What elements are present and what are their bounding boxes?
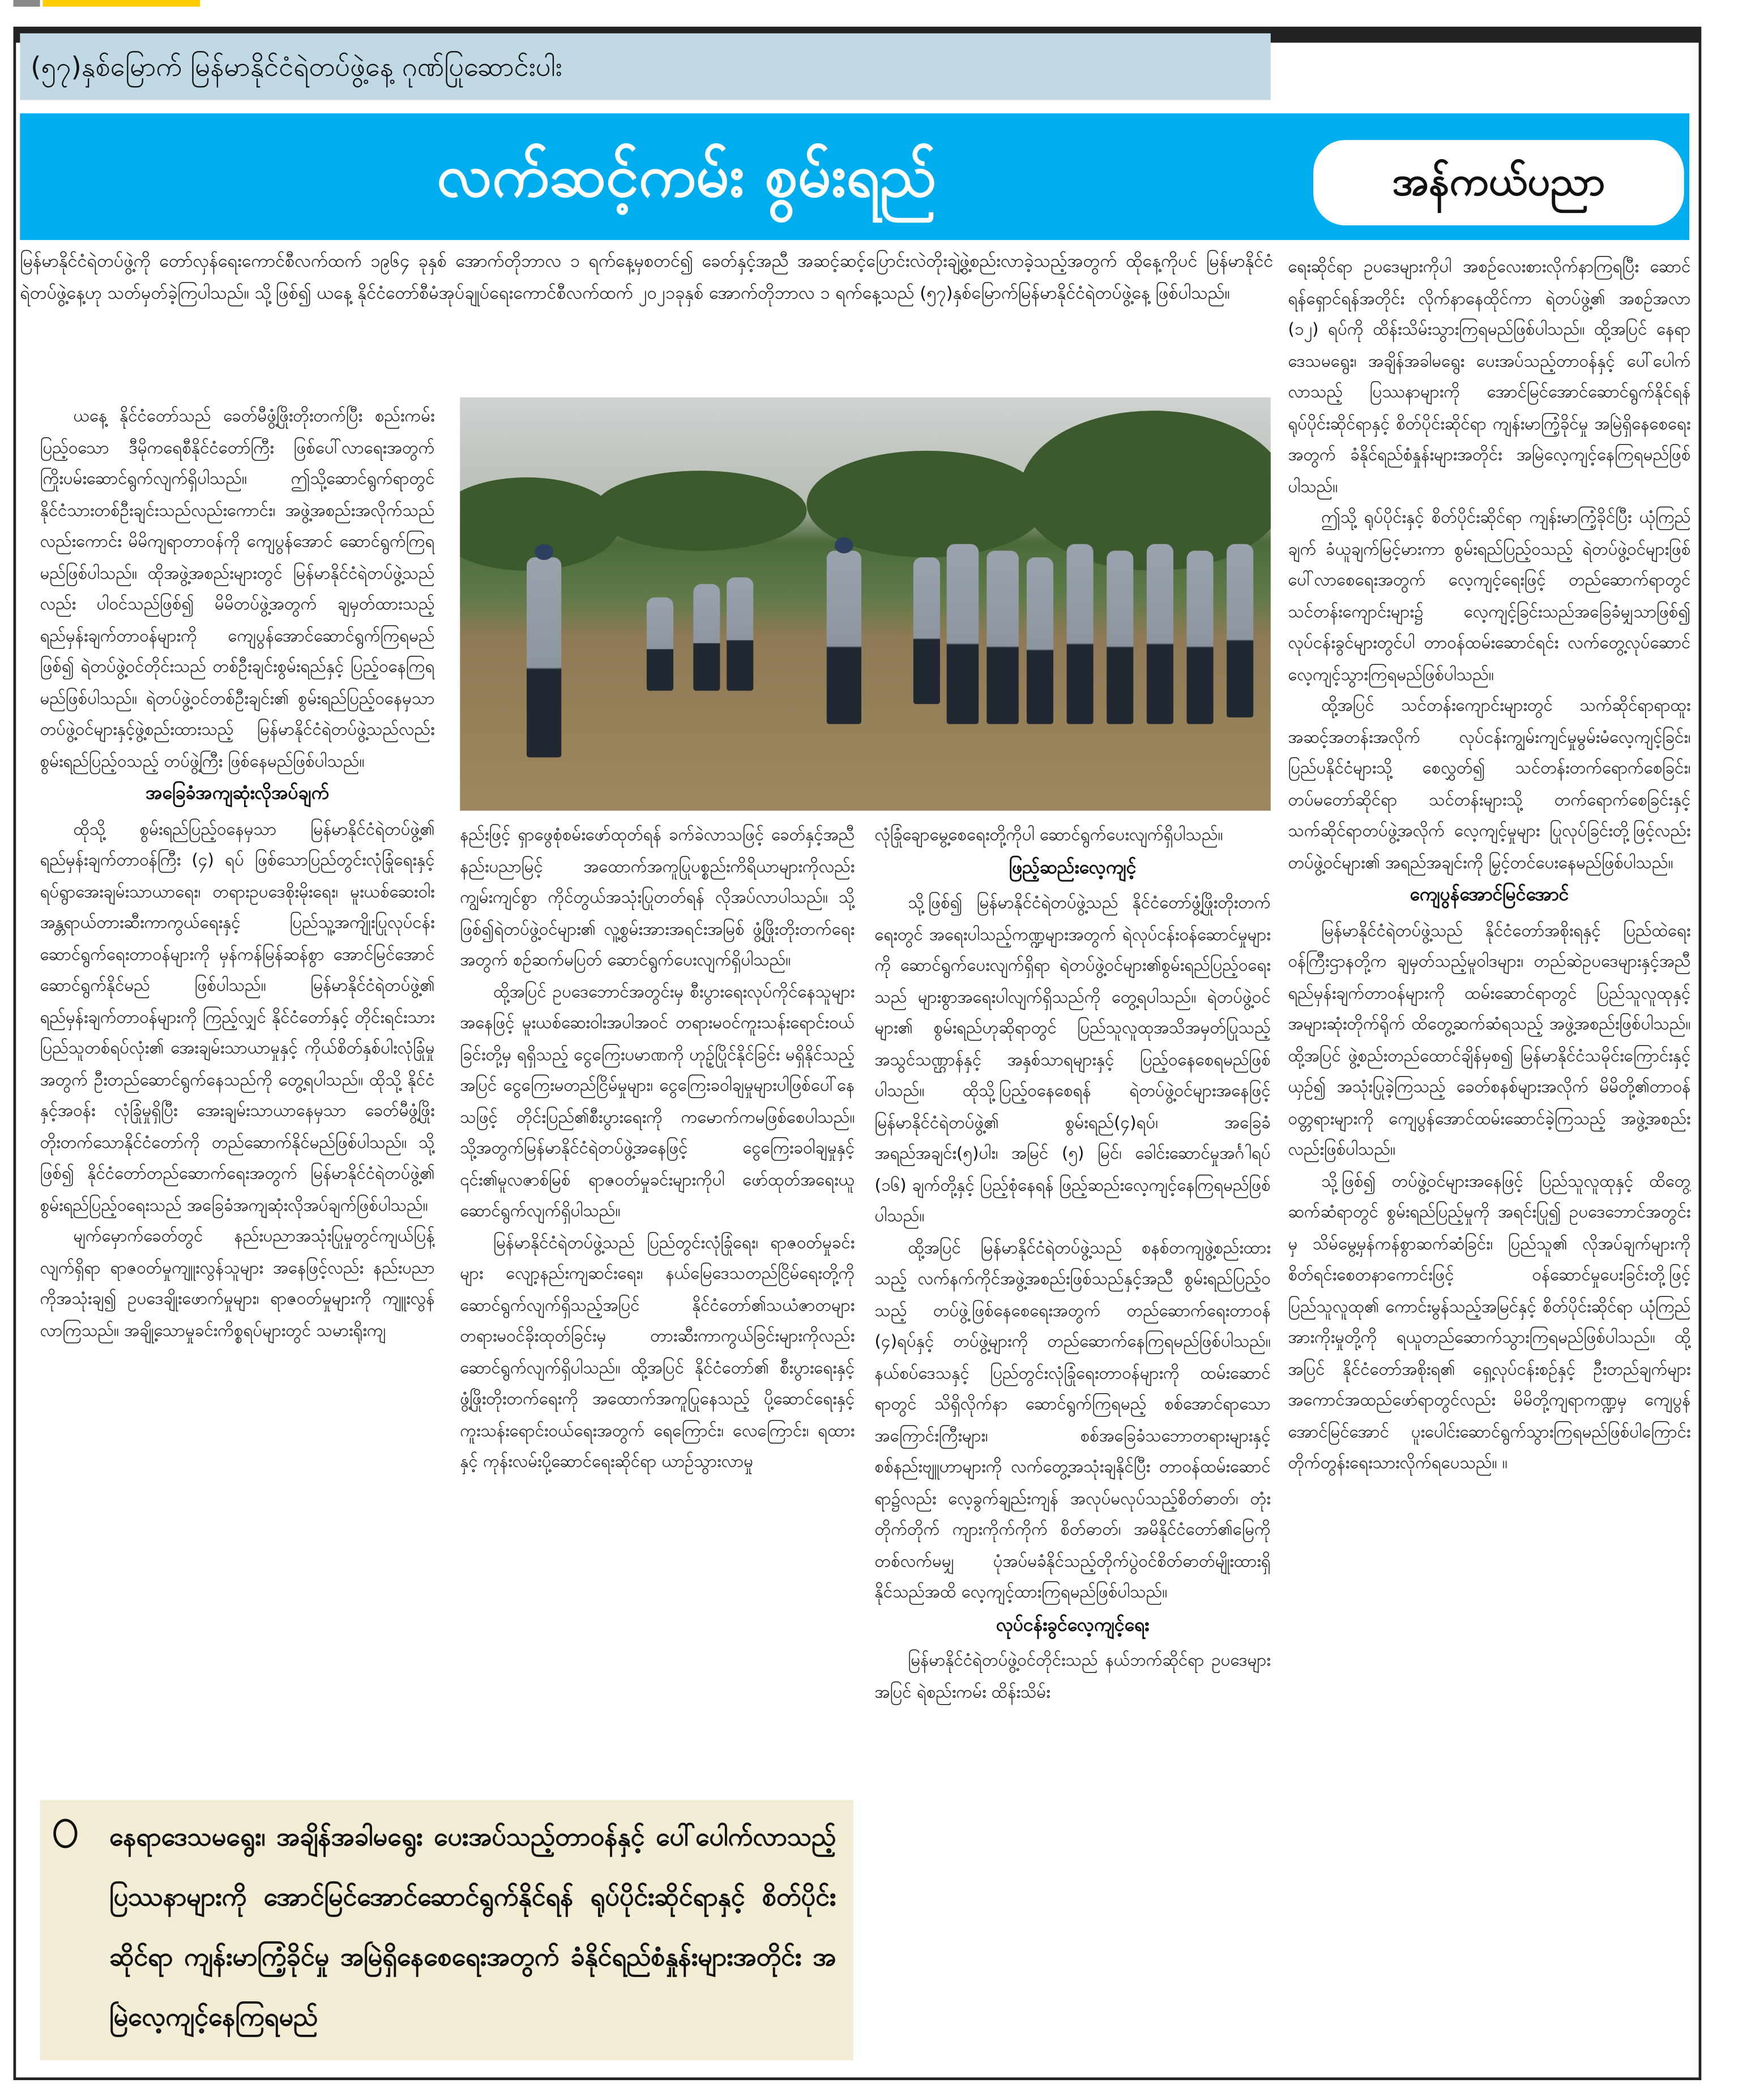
pull-quote-text: နေရာဒေသမရွေး၊ အချိန်အခါမရွေး ပေးအပ်သည့်တာဝန်နှင့် ပေါ်ပေါက်လာသည့် ပြဿနာများကို အောင်မြင်အောင်ဆောင်ရွက်နိုင်ရန် ရုပ်ပိုင်းဆိုင်ရာနှင့် စိတ်ပိုင်းဆိုင်ရာ ကျန်းမာကြံ့ခိုင်မှု အမြဲရှိနေစေရေးအတွက် ခံနိုင်ရည်စံနှုန်းများအတိုင်း အမြဲလေ့ကျင့်နေကြရမည် [109,1822,836,2033]
pull-quote-box [40,1800,853,2060]
byline: အန်ကယ်ပညာ [1313,140,1684,225]
paragraph: သို့ဖြစ်၍ မြန်မာနိုင်ငံရဲတပ်ဖွဲ့သည် နိုင်ငံတော်ဖွံ့ဖြိုးတိုးတက်ရေးတွင် အရေးပါသည့်ကဏ္ဍများအတွက် ရဲလုပ်ငန်းဝန်ဆောင်မှုများကို ဆောင်ရွက်ပေးလျက်ရှိရာ ရဲတပ်ဖွဲ့ဝင်များ၏စွမ်းရည်ပြည့်ဝရေးသည် များစွာအရေးပါလျက်ရှိသည်ကို တွေ့ရပါသည်။ ရဲတပ်ဖွဲ့ဝင်များ၏ စွမ်းရည်ဟုဆိုရာတွင် ပြည်သူလူထုအသိအမှတ်ပြုသည့် အသွင်သဏ္ဌာန်နှင့် အနှစ်သာရများနှင့် ပြည့်ဝနေစေရမည်ဖြစ်ပါသည်။ ထိုသို့ပြည့်ဝနေစေရန် ရဲတပ်ဖွဲ့ဝင်များအနေဖြင့် မြန်မာနိုင်ငံရဲတပ်ဖွဲ့၏ စွမ်းရည်(၄)ရပ်၊ အခြေခံအရည်အချင်း(၅)ပါး၊ အမြင် (၅) မြင်၊ ခေါင်းဆောင်မှုအင်္ဂါရပ် (၁၆) ချက်တို့နှင့် ပြည့်စုံနေရန် ဖြည့်ဆည်းလေ့ကျင့်နေကြရမည်ဖြစ်ပါသည်။ [874,892,1271,1226]
section-heading: အခြေခံအကျဆုံးလိုအပ်ချက် [146,783,329,804]
paragraph: သို့ဖြစ်၍ တပ်ဖွဲ့ဝင်များအနေဖြင့် ပြည်သူလူထုနှင့် ထိတွေ့ဆက်ဆံရာတွင် စွမ်းရည်ပြည့်မှုကို အရင်းပြု၍ ဥပဒေဘောင်အတွင်းမှ သိမ်မွေ့မှန်ကန်စွာဆက်ဆံခြင်း၊ ပြည်သူ၏ လိုအပ်ချက်များကို စိတ်ရင်းစေတနာကောင်းဖြင့် ဝန်ဆောင်မှုပေးခြင်းတို့ဖြင့် ပြည်သူလူထု၏ ကောင်းမွန်သည့်အမြင်နှင့် စိတ်ပိုင်းဆိုင်ရာ ယုံကြည်အားကိုးမှုတို့ကို ရယူတည်ဆောက်သွားကြရမည်ဖြစ်ပါသည်။ ထို့အပြင် နိုင်ငံတော်အစိုးရ၏ ရှေ့လုပ်ငန်းစဉ်နှင့် ဦးတည်ချက်များ အကောင်အထည်ဖော်ရာတွင်လည်း မိမိတို့ကျရာကဏ္ဍမှ ကျေပွန်အောင်မြင်အောင် ပူးပေါင်းဆောင်ရွက်သွားကြရမည်ဖြစ်ပါကြောင်း တိုက်တွန်းရေးသားလိုက်ရပေသည်။ ။ [1288,1170,1691,1472]
circle-bullet-icon [53,1819,77,1849]
column-left [40,400,435,1793]
section-heading: လုပ်ငန်းခွင်လေ့ကျင့်ရေး [996,1614,1150,1636]
column-middle-1 [460,819,855,1792]
police-parade-photo [460,398,1271,811]
section-heading: ဖြည့်ဆည်းလေ့ကျင့် [1009,856,1137,878]
intro-paragraph [20,247,1273,351]
headline-band [20,113,1689,240]
page-marker-gray [14,0,40,7]
paragraph: ထို့အပြင် ဥပဒေဘောင်အတွင်းမှ စီးပွားရေးလုပ်ကိုင်နေသူများအနေဖြင့် မူးယစ်ဆေးဝါးအပါအဝင် တရားမဝင်ကူးသန်းရောင်းဝယ်ခြင်းတို့မှ ရရှိသည့် ငွေကြေးပမာဏကို ဟုဉ့်ပြိုင်နိုင်ခြင်း မရှိနိုင်သည့်အပြင် ငွေကြေးမတည်ငြိမ်မှုများ၊ ငွေကြေးခဝါချမှုများပါဖြစ်ပေါ်နေသဖြင့် တိုင်းပြည်၏စီးပွားရေးကို ကမောက်ကမဖြစ်စေပါသည်။ သို့အတွက်မြန်မာနိုင်ငံရဲတပ်ဖွဲ့အနေဖြင့် ငွေကြေးခဝါချမှုနှင့် ၎င်း၏မူလဇာစ်မြစ် ရာဇဝတ်မှုခင်းများကိုပါ ဖော်ထုတ်အရေးယူဆောင်ရွက်လျက်ရှိပါသည်။ [460,980,855,1220]
paragraph: ထို့အပြင် သင်တန်းကျောင်းများတွင် သက်ဆိုင်ရာရာထူးအဆင့်အတန်းအလိုက် လုပ်ငန်းကျွမ်းကျင်မှုမွမ်းမံလေ့ကျင့်ခြင်း၊ ပြည်ပနိုင်ငံများသို့ စေလွှတ်၍ သင်တန်းတက်ရောက်စေခြင်း၊ တပ်မတော်ဆိုင်ရာ သင်တန်းများသို့ တက်ရောက်စေခြင်းနှင့် သက်ဆိုင်ရာတပ်ဖွဲ့အလိုက် လေ့ကျင့်မှုများ ပြုလုပ်ခြင်းတို့ဖြင့်လည်း တပ်ဖွဲ့ဝင်များ၏ အရည်အချင်းကို မြှင့်တင်ပေးနေမည်ဖြစ်ပါသည်။ [1288,694,1691,872]
page-marker-yellow [42,0,200,7]
paragraph: ရေးဆိုင်ရာ ဥပဒေများကိုပါ အစဉ်လေးစားလိုက်နာကြရပြီး ဆောင်ရန်ရှောင်ရန်အတိုင်း လိုက်နာနေထိုင်ကာ ရဲတပ်ဖွဲ့၏ အစဉ်အလာ (၁၂) ရပ်ကို ထိန်းသိမ်းသွားကြရမည်ဖြစ်ပါသည်။ ထို့အပြင် နေရာဒေသမရွေး၊ အချိန်အခါမရွေး ပေးအပ်သည့်တာဝန်နှင့် ပေါ်ပေါက်လာသည့် ပြဿနာများကို အောင်မြင်အောင်ဆောင်ရွက်နိုင်ရန် ရုပ်ပိုင်းဆိုင်ရာနှင့် စိတ်ပိုင်းဆိုင်ရာ ကျန်းမာကြံ့ခိုင်မှု အမြဲရှိနေစေရေးအတွက် ခံနိုင်ရည်စံနှုန်းများအတိုင်း အမြဲလေ့ကျင့်နေကြရမည်ဖြစ်ပါသည်။ [1288,256,1691,496]
paragraph: မြန်မာနိုင်ငံရဲတပ်ဖွဲ့ဝင်တိုင်းသည် နယ်ဘက်ဆိုင်ရာ ဥပဒေများအပြင် ရဲစည်းကမ်း ထိန်းသိမ်း [874,1649,1271,1701]
paragraph: မျက်မှောက်ခေတ်တွင် နည်းပညာအသုံးပြုမှုတွင်ကျယ်ပြန့်လျက်ရှိရာ ရာဇဝတ်မှုကျူးလွန်သူများ အနေဖြင့်လည်း နည်းပညာကိုအသုံးချ၍ ဥပဒေချိုးဖောက်မှုများ၊ ရာဇဝတ်မှုများကို ကျူးလွန်လာကြသည်။ အချို့သောမှုခင်းကိစ္စရပ်များတွင် သမားရိုးကျ [40,1225,435,1340]
column-right [1288,251,1690,2051]
paragraph: မြန်မာနိုင်ငံရဲတပ်ဖွဲ့သည် ပြည်တွင်းလုံခြုံရေး၊ ရာဇဝတ်မှုခင်းများ လျော့နည်းကျဆင်းရေး၊ နယ်မြေဒေသတည်ငြိမ်ရေးတို့ကို ဆောင်ရွက်လျက်ရှိသည့်အပြင် နိုင်ငံတော်၏သယံဇာတများ တရားမဝင်ခိုးထုတ်ခြင်းမှ တားဆီးကာကွယ်ခြင်းများကိုလည်း ဆောင်ရွက်လျက်ရှိပါသည်။ ထို့အပြင် နိုင်ငံတော်၏ စီးပွားရေးနှင့် ဖွံ့ဖြိုးတိုးတက်ရေးကို အထောက်အကူပြုနေသည့် ပို့ဆောင်ရေးနှင့် ကူးသန်းရောင်းဝယ်ရေးအတွက် ရေကြောင်း၊ လေကြောင်း၊ ရထားနှင့် ကုန်းလမ်းပို့ဆောင်ရေးဆိုင်ရာ ယာဉ်သွားလာမှု [460,1231,855,1471]
section-subhead: (၅၇)နှစ်မြောက် မြန်မာနိုင်ငံရဲတပ်ဖွဲ့နေ့ ဂုဏ်ပြုဆောင်းပါး [20,33,1271,100]
paragraph: မြန်မာနိုင်ငံရဲတပ်ဖွဲ့သည် နိုင်ငံတော်အစိုးရနှင့် ပြည်ထဲရေးဝန်ကြီးဌာနတို့က ချမှတ်သည့်မူဝါဒများ၊ တည်ဆဲဥပဒေများနှင့်အညီ ရည်မှန်းချက်တာဝန်များကို ထမ်းဆောင်ရာတွင် ပြည်သူလူထုနှင့်အများဆုံးတိုက်ရိုက် ထိတွေ့ဆက်ဆံရသည့် အဖွဲ့အစည်းဖြစ်ပါသည်။ ထို့အပြင် ဖွဲ့စည်းတည်ထောင်ချိန်မှစ၍ မြန်မာနိုင်ငံသမိုင်းကြောင်းနှင့်ယှဉ်၍ အသုံးပြုခဲ့ကြသည့် ခေတ်စနစ်များအလိုက် မိမိတို့၏တာဝန်ဝတ္တရားများကို ကျေပွန်အောင်ထမ်းဆောင်ခဲ့ကြသည့် အဖွဲ့အစည်းလည်းဖြစ်ပါသည်။ [1288,919,1691,1159]
intro-text: မြန်မာနိုင်ငံရဲတပ်ဖွဲ့ကို တော်လှန်ရေးကောင်စီလက်ထက် ၁၉၆၄ ခုနှစ် အောက်တိုဘာလ ၁ ရက်နေ့မှစတင်၍ ခေတ်နှင့်အညီ အဆင့်ဆင့်ပြောင်းလဲတိုးချဲ့ဖွဲ့စည်းလာခဲ့သည့်အတွက် ထိုနေ့ကိုပင် မြန်မာနိုင်ငံရဲတပ်ဖွဲ့နေ့ဟု သတ်မှတ်ခဲ့ကြပါသည်။ သို့ဖြစ်၍ ယနေ့ နိုင်ငံတော်စီမံအုပ်ချုပ်ရေးကောင်စီလက်ထက် ၂၀၂၁ခုနှစ် အောက်တိုဘာလ ၁ ရက်နေ့သည် (၅၇)နှစ်မြောက်မြန်မာနိုင်ငံရဲတပ်ဖွဲ့နေ့ ဖြစ်ပါသည်။ [20,252,1274,304]
paragraph: ထိုသို့ စွမ်းရည်ပြည့်ဝနေမှသာ မြန်မာနိုင်ငံရဲတပ်ဖွဲ့၏ ရည်မှန်းချက်တာဝန်ကြီး (၄) ရပ် ဖြစ်သောပြည်တွင်းလုံခြုံရေးနှင့် ရပ်ရွာအေးချမ်းသာယာရေး၊ တရားဥပဒေစိုးမိုးရေး၊ မူးယစ်ဆေးဝါးအန္တရာယ်တားဆီးကာကွယ်ရေးနှင့် ပြည်သူ့အကျိုးပြုလုပ်ငန်းဆောင်ရွက်ရေးတာဝန်များကို မှန်ကန်မြန်ဆန်စွာ အောင်မြင်အောင်ဆောင်ရွက်နိုင်မည် ဖြစ်ပါသည်။ မြန်မာနိုင်ငံရဲတပ်ဖွဲ့၏ ရည်မှန်းချက်တာဝန်များကို ကြည့်လျှင် နိုင်ငံတော်နှင့် တိုင်းရင်းသားပြည်သူတစ်ရပ်လုံး၏ အေးချမ်းသာယာမှုနှင့် ကိုယ်စိတ်နှစ်ပါးလုံခြုံမှုအတွက် ဦးတည်ဆောင်ရွက်နေသည်ကို တွေ့ရပါသည်။ ထိုသို့ နိုင်ငံနှင့်အဝန်း လုံခြုံမှုရှိပြီး အေးချမ်းသာယာနေမှသာ ခေတ်မီဖွံ့ဖြိုးတိုးတက်သောနိုင်ငံတော်ကို တည်ဆောက်နိုင်မည်ဖြစ်ပါသည်။ သို့ဖြစ်၍ နိုင်ငံတော်တည်ဆောက်ရေးအတွက် မြန်မာနိုင်ငံရဲတပ်ဖွဲ့၏ စွမ်းရည်ပြည့်ဝရေးသည် အခြေခံအကျဆုံးလိုအပ်ချက်ဖြစ်ပါသည်။ [40,818,435,1214]
paragraph: ယနေ့ နိုင်ငံတော်သည် ခေတ်မီဖွံ့ဖြိုးတိုးတက်ပြီး စည်းကမ်းပြည့်ဝသော ဒီမိုကရေစီနိုင်ငံတော်ကြီး ဖြစ်ပေါ်လာရေးအတွက် ကြိုးပမ်းဆောင်ရွက်လျက်ရှိပါသည်။ ဤသို့ဆောင်ရွက်ရာတွင် နိုင်ငံသားတစ်ဦးချင်းသည်လည်းကောင်း၊ အဖွဲ့အစည်းအလိုက်သည်လည်းကောင်း မိမိကျရာတာဝန်ကို ကျေပွန်အောင် ဆောင်ရွက်ကြရမည်ဖြစ်ပါသည်။ ထိုအဖွဲ့အစည်းများတွင် မြန်မာနိုင်ငံရဲတပ်ဖွဲ့သည်လည်း ပါဝင်သည်ဖြစ်၍ မိမိတပ်ဖွဲ့အတွက် ချမှတ်ထားသည့် ရည်မှန်းချက်တာဝန်များကို ကျေပွန်အောင်ဆောင်ရွက်ကြရမည်ဖြစ်၍ ရဲတပ်ဖွဲ့ဝင်တိုင်းသည် တစ်ဦးချင်းစွမ်းရည်နှင့် ပြည့်ဝနေကြရမည်ဖြစ်ပါသည်။ ရဲတပ်ဖွဲ့ဝင်တစ်ဦးချင်း၏ စွမ်းရည်ပြည့်ဝနေမှသာ တပ်ဖွဲ့ဝင်များနှင့်ဖွဲ့စည်းထားသည့် မြန်မာနိုင်ငံရဲတပ်ဖွဲ့သည်လည်း စွမ်းရည်ပြည့်ဝသည့် တပ်ဖွဲ့ကြီး ဖြစ်နေမည်ဖြစ်ပါသည်။ [40,405,435,770]
paragraph: ဤသို့ ရုပ်ပိုင်းနှင့် စိတ်ပိုင်းဆိုင်ရာ ကျန်းမာကြံ့ခိုင်ပြီး ယုံကြည်ချက် ခံယူချက်မြင့်မားကာ စွမ်းရည်ပြည့်ဝသည့် ရဲတပ်ဖွဲ့ဝင်များဖြစ်ပေါ်လာစေရေးအတွက် လေ့ကျင့်ရေးဖြင့် တည်ဆောက်ရာတွင် သင်တန်းကျောင်းများ၌ လေ့ကျင့်ခြင်းသည်အခြေခံမျှသာဖြစ်၍ လုပ်ငန်းခွင်များတွင်ပါ တာဝန်ထမ်းဆောင်ရင်း လက်တွေ့လုပ်ဆောင် လေ့ကျင့်သွားကြရမည်ဖြစ်ပါသည်။ [1288,506,1691,684]
section-heading: ကျေပွန်အောင်မြင်အောင် [1410,884,1569,906]
column-middle-2 [875,819,1271,2059]
paragraph: ထို့အပြင် မြန်မာနိုင်ငံရဲတပ်ဖွဲ့သည် စနစ်တကျဖွဲ့စည်းထားသည့် လက်နက်ကိုင်အဖွဲ့အစည်းဖြစ်သည်နှင့်အညီ စွမ်းရည်ပြည့်ဝသည့် တပ်ဖွဲ့ဖြစ်နေစေရေးအတွက် တည်ဆောက်ရေးတာဝန် (၄)ရပ်နှင့် တပ်ဖွဲ့များကို တည်ဆောက်နေကြရမည်ဖြစ်ပါသည်။ နယ်စပ်ဒေသနှင့် ပြည်တွင်းလုံခြုံရေးတာဝန်များကို ထမ်းဆောင်ရာတွင် သိရှိလိုက်နာ ဆောင်ရွက်ကြရမည့် စစ်အောင်ရာသောအကြောင်းကြီးများ၊ စစ်အခြေခံသဘောတရားများနှင့် စစ်နည်းဗျူဟာများကို လက်တွေ့အသုံးချနိုင်ပြီး တာဝန်ထမ်းဆောင်ရာ၌လည်း လေ့ခွက်ချည်းကျန် အလုပ်မလုပ်သည့်စိတ်ဓာတ်၊ တုံးတိုက်တိုက် ကျားကိုက်ကိုက် စိတ်ဓာတ်၊ အမိနိုင်ငံတော်၏မြေကို တစ်လက်မမျှ ပုံအပ်မခံနိုင်သည့်တိုက်ပွဲဝင်စိတ်ဓာတ်မျိုးထားရှိနိုင်သည်အထိ လေ့ကျင့်ထားကြရမည်ဖြစ်ပါသည်။ [874,1236,1271,1602]
paragraph: နည်းဖြင့် ရှာဖွေစုံစမ်းဖော်ထုတ်ရန် ခက်ခဲလာသဖြင့် ခေတ်နှင့်အညီ နည်းပညာမြင့် အထောက်အကူပြုပစ္စည်းကိရိယာများကိုလည်း ကျွမ်းကျင်စွာ ကိုင်တွယ်အသုံးပြုတတ်ရန် လိုအပ်လာပါသည်။ သို့ဖြစ်၍ရဲတပ်ဖွဲ့ဝင်များ၏ လူ့စွမ်းအားအရင်းအမြစ် ဖွံ့ဖြိုးတိုးတက်ရေးအတွက် စဉ်ဆက်မပြတ် ဆောင်ရွက်ပေးလျက်ရှိပါသည်။ [460,824,855,970]
paragraph: လုံခြုံချောမွေ့စေရေးတို့ကိုပါ ဆောင်ရွက်ပေးလျက်ရှိပါသည်။ [874,824,1223,844]
headline: လက်ဆင့်ကမ်း စွမ်းရည် [437,142,937,211]
